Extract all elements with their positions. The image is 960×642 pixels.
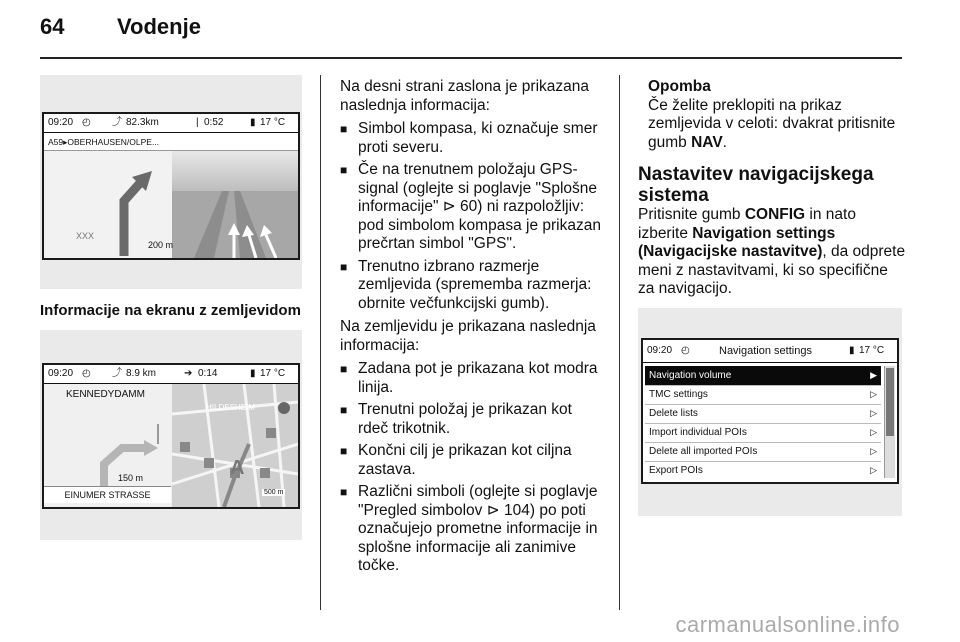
temperature: 17 °C [260,117,286,128]
intro-paragraph-2: Na zemljevidu je prikazana naslednja informacija: [340,318,596,354]
chevron-right-icon: ▷ [870,408,877,418]
list-item: ■ Trenutni položaj je prikazan kot rdeč trikotnik. [340,401,605,438]
clock: 09:20 [48,368,74,379]
chevron-right-icon: ▷ [870,465,877,475]
clock: 09:20 [647,345,673,356]
current-position-marker: A [230,457,245,479]
column-3 [638,78,906,299]
figure-map-panel [40,330,302,540]
list-item: ■ Zadana pot je prikazana kot modra linija. [340,360,605,397]
eta: 0:14 [198,368,218,379]
column-2 [340,78,605,580]
map-screen [42,363,300,509]
clock-icon: ◴ [82,368,91,379]
city-label: HILDESHEIM [206,403,255,412]
column-divider-1 [320,75,321,610]
menu-item-delete-all-imported-pois[interactable]: Delete all imported POIs ▷ [645,442,881,462]
list-item: ■ Končni cilj je prikazan kot ciljna zastava. [340,442,605,479]
chevron-right-icon: ▶ [870,370,877,380]
thermometer-icon: ▮ [250,368,256,379]
figure-caption: Informacije na ekranu z zemljevidom [40,302,301,319]
eta: 0:52 [204,117,224,128]
list-item: ■ Različni simboli (oglejte si poglavje "Pregled simbolov ⊳ 104) po poti označujejo prometne informacije in splošne informacije ali zanimive točke. [340,483,605,576]
page-title: Vodenje [117,14,201,39]
intro-paragraph: Na desni strani zaslona je prikazana naslednja informacija: [340,78,589,114]
note-title: Opomba [648,78,711,95]
status-bar [44,365,298,384]
destination-arrow-icon: ➔ [184,368,193,379]
config-button-label: CONFIG [744,206,806,223]
route-line: A59▸OBERHAUSEN/OLPE... [44,134,298,151]
chevron-right-icon: ▷ [870,427,877,437]
map-scale: 500 m [264,489,284,496]
menu-item-delete-lists[interactable]: Delete lists ▷ [645,404,881,424]
list-item: ■ Trenutno izbrano razmerje zemljevida (sprememba razmerja: obrnite večfunkcijski gumb). [340,258,605,314]
guidance-screen [42,112,300,260]
menu-item-import-individual-pois[interactable]: Import individual POIs ▷ [645,423,881,443]
eta-icon: | [196,117,199,128]
list-item: ■ Simbol kompasa, ki označuje smer proti severu. [340,120,605,157]
screen-title: Navigation settings [719,345,812,357]
navigation-settings-label: Navigation settings (Navigacijske nastavitve) [638,224,836,260]
chevron-right-icon: ▷ [870,446,877,456]
status-bar [643,340,897,363]
temperature: 17 °C [260,368,286,379]
watermark: carmanualsonline.info [675,612,900,637]
status-bar [44,114,298,133]
section-paragraph: Pritisnite gumb CONFIG in nato izberite Navigation settings (Navigacijske nastavitve), da odprete meni z nastavitvami, ki so specifične za navigacijo. [638,206,906,297]
svg-text:XXX: XXX [76,231,95,241]
nav-button-label: NAV [691,133,723,151]
distance-to-turn: 150 m [118,473,144,483]
note-text: Če želite preklopiti na prikaz zemljevida v celoti: dvakrat pritisnite gumb NAV. [648,96,896,151]
header-rule [40,57,902,59]
column-divider-2 [619,75,620,610]
distance-icon: ⤴ [112,368,122,379]
temperature: 17 °C [859,345,885,356]
scrollbar-thumb[interactable] [886,368,894,436]
menu-item-tmc-settings[interactable]: TMC settings ▷ [645,385,881,405]
scrollbar[interactable] [884,366,895,478]
thermometer-icon: ▮ [849,345,855,356]
thermometer-icon: ▮ [250,117,256,128]
menu-item-navigation-volume[interactable]: Navigation volume ▶ [645,366,881,386]
section-heading: Nastavitev navigacijskega sistema [638,164,874,206]
distance-remaining: 82.3km [126,117,159,128]
settings-screen [641,338,899,484]
street-name-bottom: EINUMER STRASSE [44,486,171,503]
chevron-right-icon: ▷ [870,389,877,399]
page-number: 64 [40,14,65,39]
figure-settings-panel [638,308,902,516]
menu-item-export-pois[interactable]: Export POIs ▷ [645,461,881,480]
distance-icon: ⤴ [112,117,122,128]
figure-guidance-panel [40,75,302,289]
clock: 09:20 [48,117,74,128]
list-item: ■ Če na trenutnem položaju GPS-signal (oglejte si poglavje "Splošne informacije" ⊳ 60) ni razpoložljiv: pod simbolom kompasa je prikazan prečrtan simbol "GPS". [340,161,605,254]
distance-remaining: 8.9 km [126,368,157,379]
note-block [638,78,906,152]
street-name-top: KENNEDYDAMM [66,389,145,400]
clock-icon: ◴ [82,117,91,128]
distance-to-turn: 200 m [148,240,174,250]
clock-icon: ◴ [681,345,690,356]
